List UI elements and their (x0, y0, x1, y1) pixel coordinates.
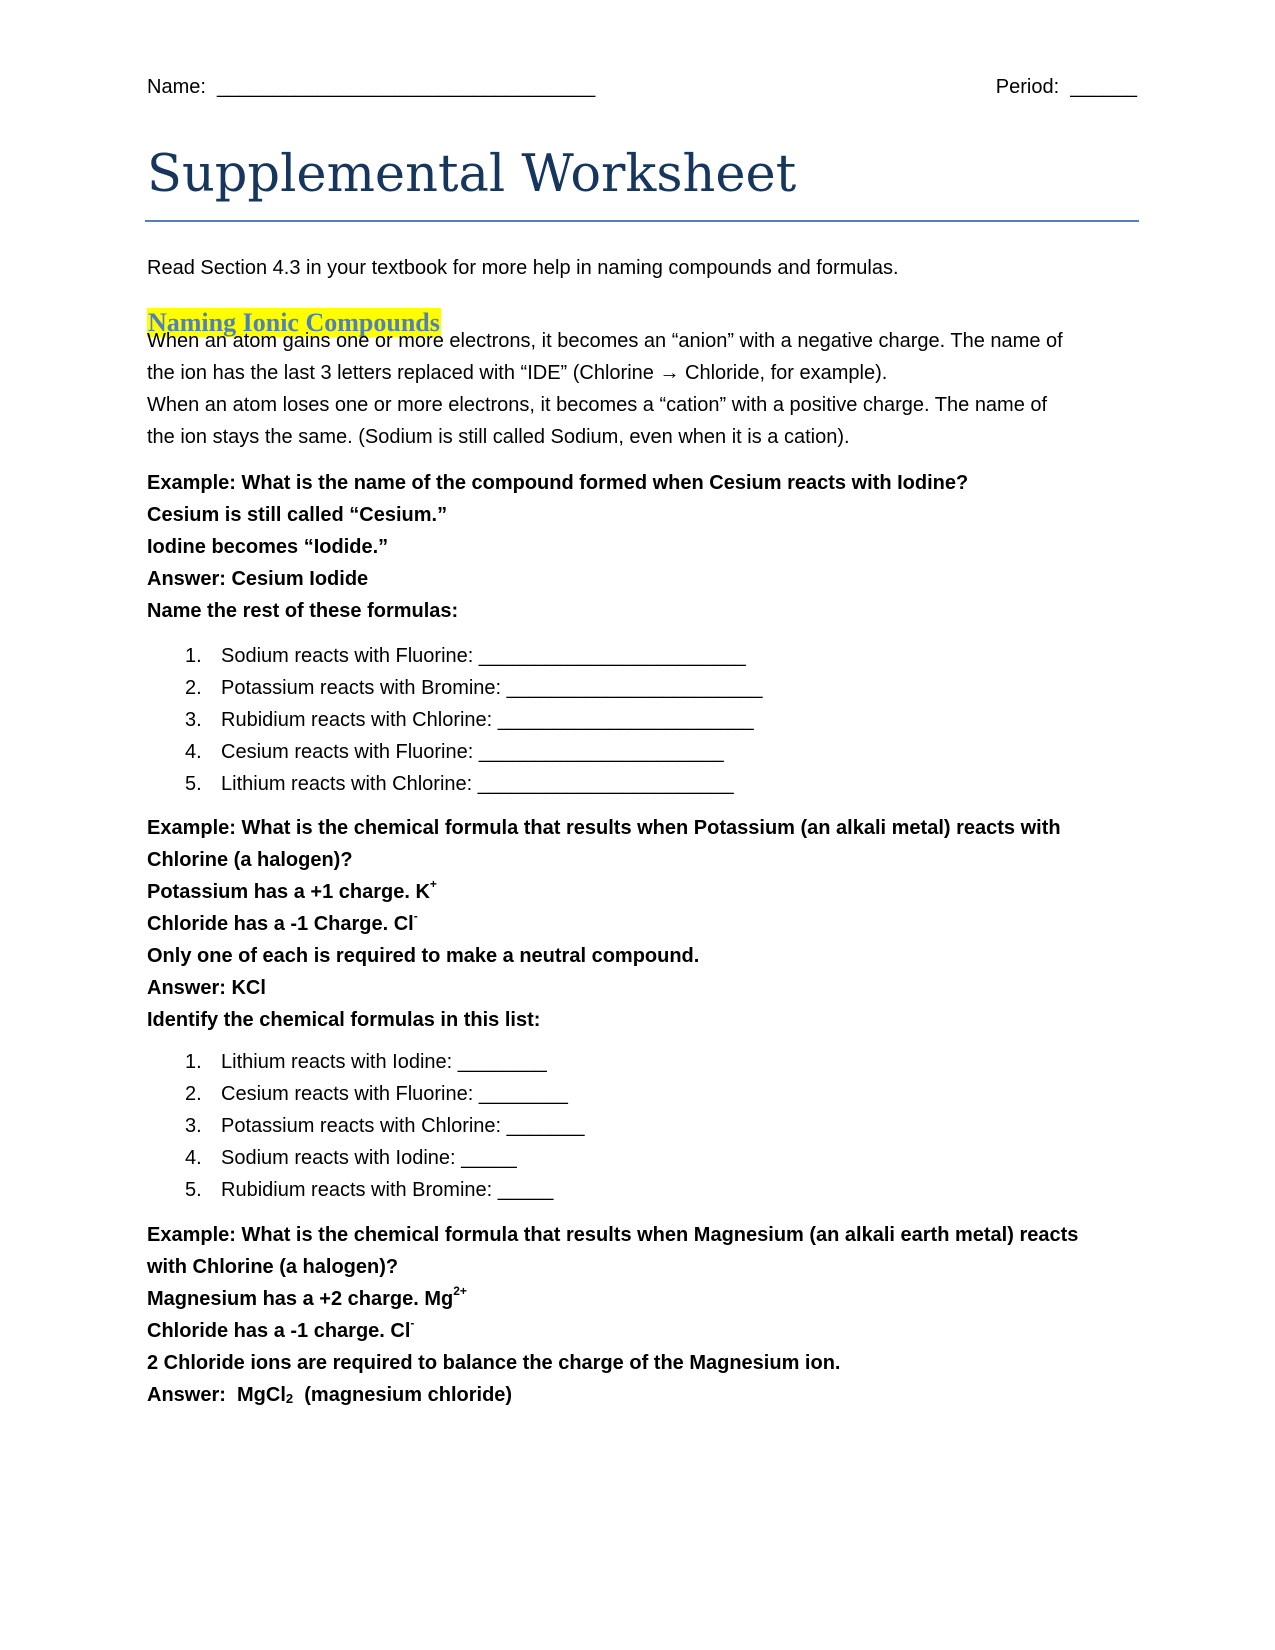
list-number: 3. (185, 709, 202, 731)
example-line: Example: What is the chemical formula that results when Magnesium (an alkali earth metal) reacts (147, 1224, 1079, 1246)
list-number: 5. (185, 773, 202, 795)
charge-superscript: - (413, 909, 418, 924)
paragraph-line: the ion stays the same. (Sodium is still called Sodium, even when it is a cation). (147, 426, 850, 448)
list-number: 1. (185, 645, 202, 667)
list-item-text: Potassium reacts with Chlorine: _______ (221, 1115, 585, 1137)
list-item-text: Rubidium reacts with Bromine: _____ (221, 1179, 554, 1201)
charge-text: Potassium has a +1 charge. K (147, 881, 430, 903)
example-line: Iodine becomes “Iodide.” (147, 536, 389, 558)
charge-text: Chloride has a -1 charge. Cl (147, 1320, 411, 1342)
intro-text: Read Section 4.3 in your textbook for more help in naming compounds and formulas. (147, 257, 899, 279)
list-item-text: Sodium reacts with Iodine: _____ (221, 1147, 517, 1169)
section-heading-highlight: Naming Ionic Compounds (148, 308, 440, 337)
paragraph-line: When an atom loses one or more electrons, it becomes a “cation” with a positive charge. The name of (147, 394, 1048, 416)
list-number: 4. (185, 1147, 202, 1169)
paragraph-line: the ion has the last 3 letters replaced with “IDE” (Chlorine → Chloride, for example). (147, 362, 888, 384)
name-field: Name: __________________________________ (147, 76, 596, 98)
naming-list (185, 640, 762, 800)
list-item-text: Cesium reacts with Fluorine: ______________________ (221, 741, 724, 763)
list-item-text: Lithium reacts with Iodine: ________ (221, 1051, 547, 1073)
list-item-text: Lithium reacts with Chlorine: _______________________ (221, 773, 734, 795)
list-item (185, 1046, 585, 1078)
example-line (147, 908, 1137, 940)
list-item (185, 640, 762, 672)
example-line: Answer: KCl (147, 977, 266, 999)
worksheet-page (147, 0, 1137, 1650)
example-line (147, 876, 1137, 908)
example-line: Example: What is the chemical formula that results when Potassium (an alkali metal) reacts with (147, 817, 1061, 839)
list-number: 1. (185, 1051, 202, 1073)
list-item (185, 1174, 585, 1206)
formula-subscript: 2 (285, 1391, 294, 1406)
example-line (147, 1315, 1137, 1347)
charge-superscript: + (429, 877, 437, 892)
list-item-text: Potassium reacts with Bromine: _______________________ (221, 677, 763, 699)
list-item (185, 1110, 585, 1142)
paragraph-line: When an atom gains one or more electrons, it becomes an “anion” with a negative charge. The name of (147, 330, 1063, 352)
list-number: 2. (185, 677, 202, 699)
list-item (185, 736, 762, 768)
period-field: Period: ______ (995, 76, 1137, 98)
section-paragraph (147, 325, 1137, 453)
answer-line (147, 1379, 1137, 1411)
charge-superscript: - (410, 1316, 415, 1331)
list-item-text: Rubidium reacts with Chlorine: _______________________ (221, 709, 754, 731)
answer-text: Answer: MgCl (147, 1384, 286, 1406)
example-line (147, 1283, 1137, 1315)
example-3 (147, 1219, 1137, 1411)
example-line: Only one of each is required to make a neutral compound. (147, 945, 700, 967)
example-line: with Chlorine (a halogen)? (147, 1256, 399, 1278)
example-line: Example: What is the name of the compound formed when Cesium reacts with Iodine? (147, 472, 969, 494)
list-number: 3. (185, 1115, 202, 1137)
list-number: 2. (185, 1083, 202, 1105)
list-item (185, 1142, 585, 1174)
example-2 (147, 812, 1137, 1036)
title-divider (145, 220, 1139, 222)
charge-text: Magnesium has a +2 charge. Mg (147, 1288, 454, 1310)
list-item (185, 704, 762, 736)
list-item (185, 768, 762, 800)
example-line: Name the rest of these formulas: (147, 600, 459, 622)
example-1 (147, 467, 1137, 627)
formula-list (185, 1046, 585, 1206)
example-line: Answer: Cesium Iodide (147, 568, 369, 590)
header (147, 72, 1137, 102)
list-item-text: Sodium reacts with Fluorine: ________________________ (221, 645, 746, 667)
example-line: Cesium is still called “Cesium.” (147, 504, 448, 526)
list-item-text: Cesium reacts with Fluorine: ________ (221, 1083, 568, 1105)
list-item (185, 1078, 585, 1110)
example-line: 2 Chloride ions are required to balance the charge of the Magnesium ion. (147, 1352, 841, 1374)
charge-superscript: 2+ (453, 1284, 467, 1299)
charge-text: Chloride has a -1 Charge. Cl (147, 913, 414, 935)
list-item (185, 672, 762, 704)
list-number: 5. (185, 1179, 202, 1201)
example-line: Identify the chemical formulas in this list: (147, 1009, 541, 1031)
page-title: Supplemental Worksheet (147, 145, 797, 204)
answer-suffix: (magnesium chloride) (293, 1384, 513, 1406)
example-line: Chlorine (a halogen)? (147, 849, 353, 871)
list-number: 4. (185, 741, 202, 763)
